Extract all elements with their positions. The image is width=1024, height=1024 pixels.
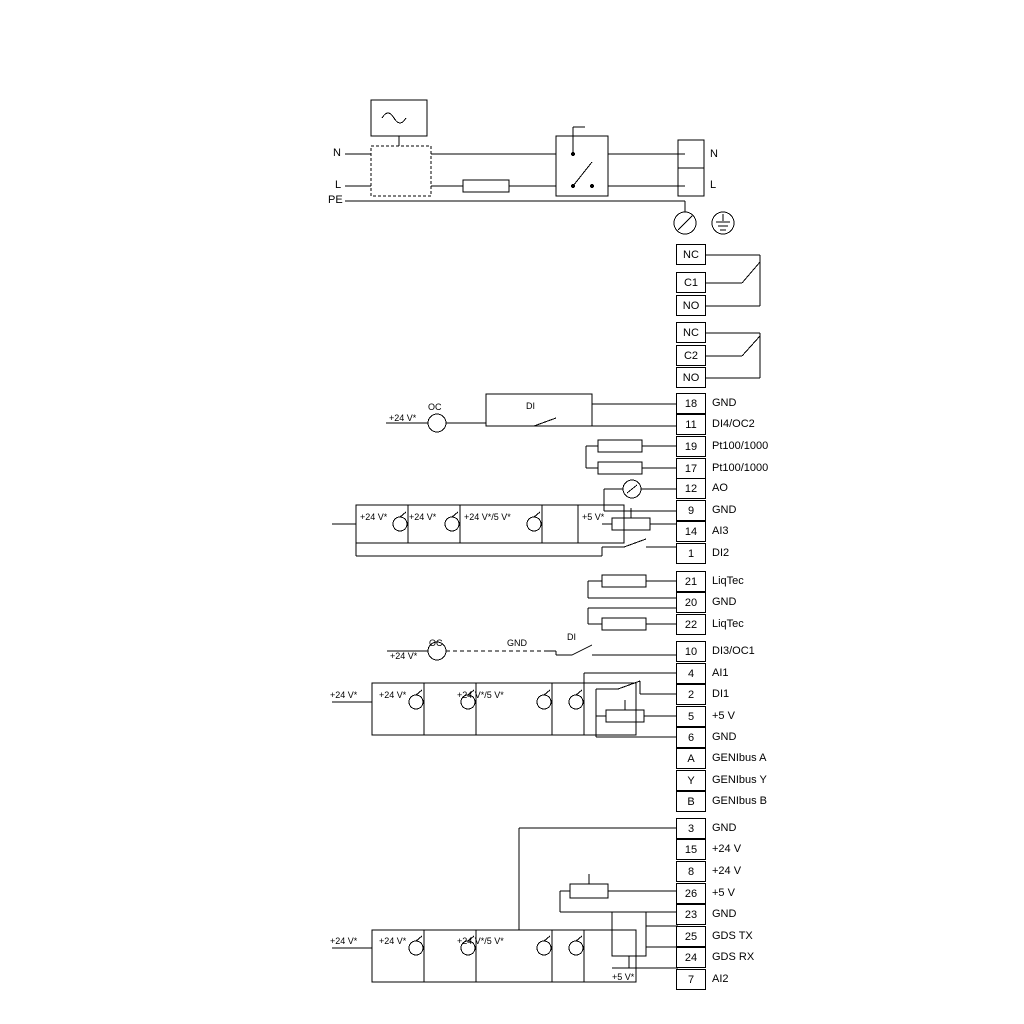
terminal-19[interactable]: 19: [676, 436, 706, 457]
terminal-20[interactable]: 20: [676, 592, 706, 613]
annotation-oc-2: OC: [429, 638, 443, 648]
annotation-di-relay-2: DI: [567, 632, 576, 642]
label-n-out: N: [710, 148, 718, 160]
terminal-8[interactable]: 8: [676, 861, 706, 882]
terminal-b[interactable]: B: [676, 791, 706, 812]
annotation-v24-ai3-a: +24 V*: [360, 512, 388, 522]
terminal-label-24: GDS RX: [712, 951, 755, 963]
annotation-v24-di3: +24 V*: [390, 651, 418, 661]
terminal-label-4: AI1: [712, 667, 729, 679]
terminal-10[interactable]: 10: [676, 641, 706, 662]
annotation-v24-ai2-a: +24 V*: [330, 936, 358, 946]
label-l-out: L: [710, 179, 717, 191]
terminal-nc-2[interactable]: NC: [676, 322, 706, 343]
terminal-label-7: AI2: [712, 973, 729, 985]
label-n-in: N: [333, 147, 341, 159]
terminal-21[interactable]: 21: [676, 571, 706, 592]
terminal-22[interactable]: 22: [676, 614, 706, 635]
terminal-label-6: GND: [712, 731, 737, 743]
terminal-label-22: LiqTec: [712, 618, 744, 630]
annotation-di-relay-1: DI: [526, 401, 535, 411]
terminal-label-11: DI4/OC2: [712, 418, 755, 430]
terminal-label-5: +5 V: [712, 710, 735, 722]
terminal-label-1: DI2: [712, 547, 730, 559]
terminal-label-26: +5 V: [712, 887, 735, 899]
terminal-2[interactable]: 2: [676, 684, 706, 705]
terminal-no-2[interactable]: NO: [676, 367, 706, 388]
terminal-label-y: GENIbus Y: [712, 774, 767, 786]
terminal-nc-1[interactable]: NC: [676, 244, 706, 265]
terminal-label-25: GDS TX: [712, 930, 753, 942]
terminal-label-9: GND: [712, 504, 737, 516]
terminal-label-10: DI3/OC1: [712, 645, 755, 657]
annotation-v24-ai2-b: +24 V*: [379, 936, 407, 946]
annotation-v24-di1: +24 V*: [389, 413, 417, 423]
terminal-a[interactable]: A: [676, 748, 706, 769]
terminal-label-15: +24 V: [712, 843, 742, 855]
annotation-oc-1: OC: [428, 402, 442, 412]
terminal-label-19: Pt100/1000: [712, 440, 769, 452]
annotation-v5-ai2: +5 V*: [612, 972, 635, 982]
terminal-y[interactable]: Y: [676, 770, 706, 791]
terminal-17[interactable]: 17: [676, 458, 706, 479]
terminal-label-3: GND: [712, 822, 737, 834]
terminal-15[interactable]: 15: [676, 839, 706, 860]
terminal-label-17: Pt100/1000: [712, 462, 769, 474]
annotation-v24-5v-ai3: +24 V*/5 V*: [464, 512, 511, 522]
terminal-1[interactable]: 1: [676, 543, 706, 564]
terminal-6[interactable]: 6: [676, 727, 706, 748]
annotation-v5-ai3: +5 V*: [582, 512, 605, 522]
terminal-label-23: GND: [712, 908, 737, 920]
annotation-v24-5v-ai1: +24 V*/5 V*: [457, 690, 504, 700]
terminal-23[interactable]: 23: [676, 904, 706, 925]
terminal-label-8: +24 V: [712, 865, 742, 877]
terminal-label-a: GENIbus A: [712, 752, 767, 764]
annotation-v24-ai3-b: +24 V*: [409, 512, 437, 522]
terminal-24[interactable]: 24: [676, 947, 706, 968]
annotation-v24-ai1-b: +24 V*: [379, 690, 407, 700]
terminal-c1[interactable]: C1: [676, 272, 706, 293]
terminal-3[interactable]: 3: [676, 818, 706, 839]
terminal-label-b: GENIbus B: [712, 795, 768, 807]
terminal-9[interactable]: 9: [676, 500, 706, 521]
terminal-no-1[interactable]: NO: [676, 295, 706, 316]
terminal-7[interactable]: 7: [676, 969, 706, 990]
terminal-label-18: GND: [712, 397, 737, 409]
terminal-label-12: AO: [712, 482, 728, 494]
terminal-12[interactable]: 12: [676, 478, 706, 499]
terminal-14[interactable]: 14: [676, 521, 706, 542]
terminal-label-20: GND: [712, 596, 737, 608]
annotation-v24-5v-ai2: +24 V*/5 V*: [457, 936, 504, 946]
label-l-in: L: [335, 179, 342, 191]
label-pe-in: PE: [328, 194, 343, 206]
terminal-25[interactable]: 25: [676, 926, 706, 947]
terminal-label-21: LiqTec: [712, 575, 744, 587]
terminal-5[interactable]: 5: [676, 706, 706, 727]
terminal-11[interactable]: 11: [676, 414, 706, 435]
terminal-label-2: DI1: [712, 688, 730, 700]
terminal-c2[interactable]: C2: [676, 345, 706, 366]
terminal-18[interactable]: 18: [676, 393, 706, 414]
annotation-gnd-mid: GND: [507, 638, 527, 648]
annotation-v24-ai1-a: +24 V*: [330, 690, 358, 700]
terminal-label-14: AI3: [712, 525, 729, 537]
terminal-4[interactable]: 4: [676, 663, 706, 684]
terminal-26[interactable]: 26: [676, 883, 706, 904]
